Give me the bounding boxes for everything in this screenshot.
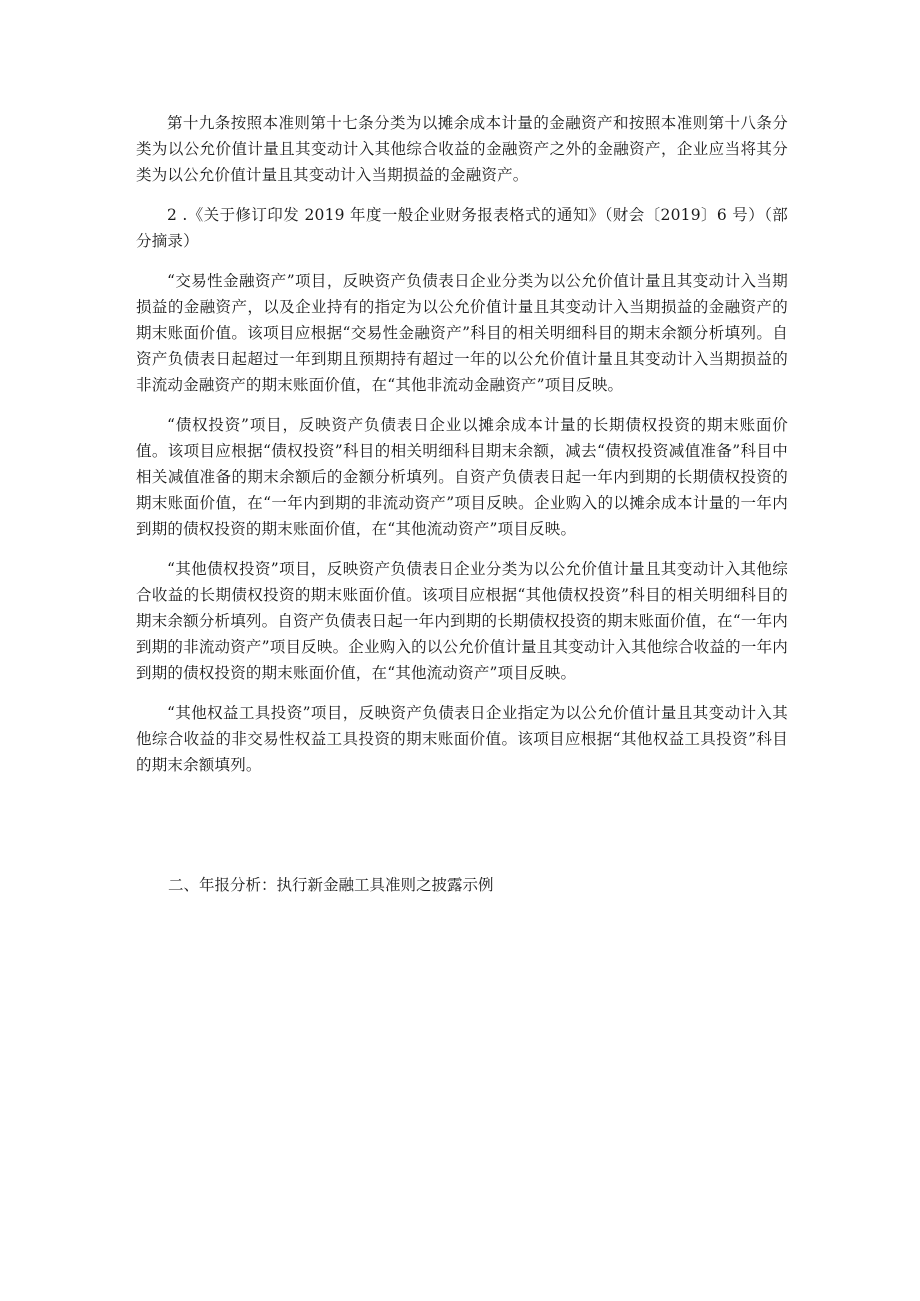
paragraph-other-equity-investments: “其他权益工具投资”项目，反映资产负债表日企业指定为以公允价值计量且其变动计入其他综合收益的非交易性权益工具投资的期末账面价值。该项目应根据“其他权益工具投资”科目的期末余额填列。 <box>136 704 788 774</box>
paragraph-debt-investments: “债权投资”项目，反映资产负债表日企业以摊余成本计量的长期债权投资的期末账面价值。该项目应根据“债权投资”科目的相关明细科目期末余额，减去“债权投资减值准备”科目中相关减值准备的期末余额后的金额分析填列。自资产负债表日起一年内到期的长期债权投资的期末账面价值，在“一年内到期的非流动资产”项目反映。企业购入的以摊余成本计量的一年内到期的债权投资的期末账面价值，在“其他流动资产”项目反映。 <box>136 416 788 538</box>
document-body <box>136 110 788 792</box>
paragraph-other-debt-investments: “其他债权投资”项目，反映资产负债表日企业分类为以公允价值计量且其变动计入其他综合收益的长期债权投资的期末账面价值。该项目应根据“其他债权投资”科目的相关明细科目的期末余额分析填列。自资产负债表日起一年内到期的长期债权投资的期末账面价值，在“一年内到期的非流动资产”项目反映。企业购入的以公允价值计量且其变动计入其他综合收益的一年内到期的债权投资的期末账面价值，在“其他流动资产”项目反映。 <box>136 560 788 682</box>
paragraph-article-19: 第十九条按照本准则第十七条分类为以摊余成本计量的金融资产和按照本准则第十八条分类为以公允价值计量且其变动计入其他综合收益的金融资产之外的金融资产，企业应当将其分类为以公允价值计量且其变动计入当期损益的金融资产。 <box>136 114 788 184</box>
section-heading: 二、年报分析：执行新金融工具准则之披露示例 <box>168 876 494 894</box>
paragraph-trading-financial-assets: “交易性金融资产”项目，反映资产负债表日企业分类为以公允价值计量且其变动计入当期损益的金融资产，以及企业持有的指定为以公允价值计量且其变动计入当期损益的金融资产的期末账面价值。该项目应根据“交易性金融资产”科目的相关明细科目的期末余额分析填列。自资产负债表日起超过一年到期且预期持有超过一年的以公允价值计量且其变动计入当期损益的非流动金融资产的期末账面价值，在“其他非流动金融资产”项目反映。 <box>136 272 788 394</box>
paragraph-notice-reference: 2 .《关于修订印发 2019 年度一般企业财务报表格式的通知》（财会〔2019〕6 号）（部分摘录） <box>136 206 788 250</box>
